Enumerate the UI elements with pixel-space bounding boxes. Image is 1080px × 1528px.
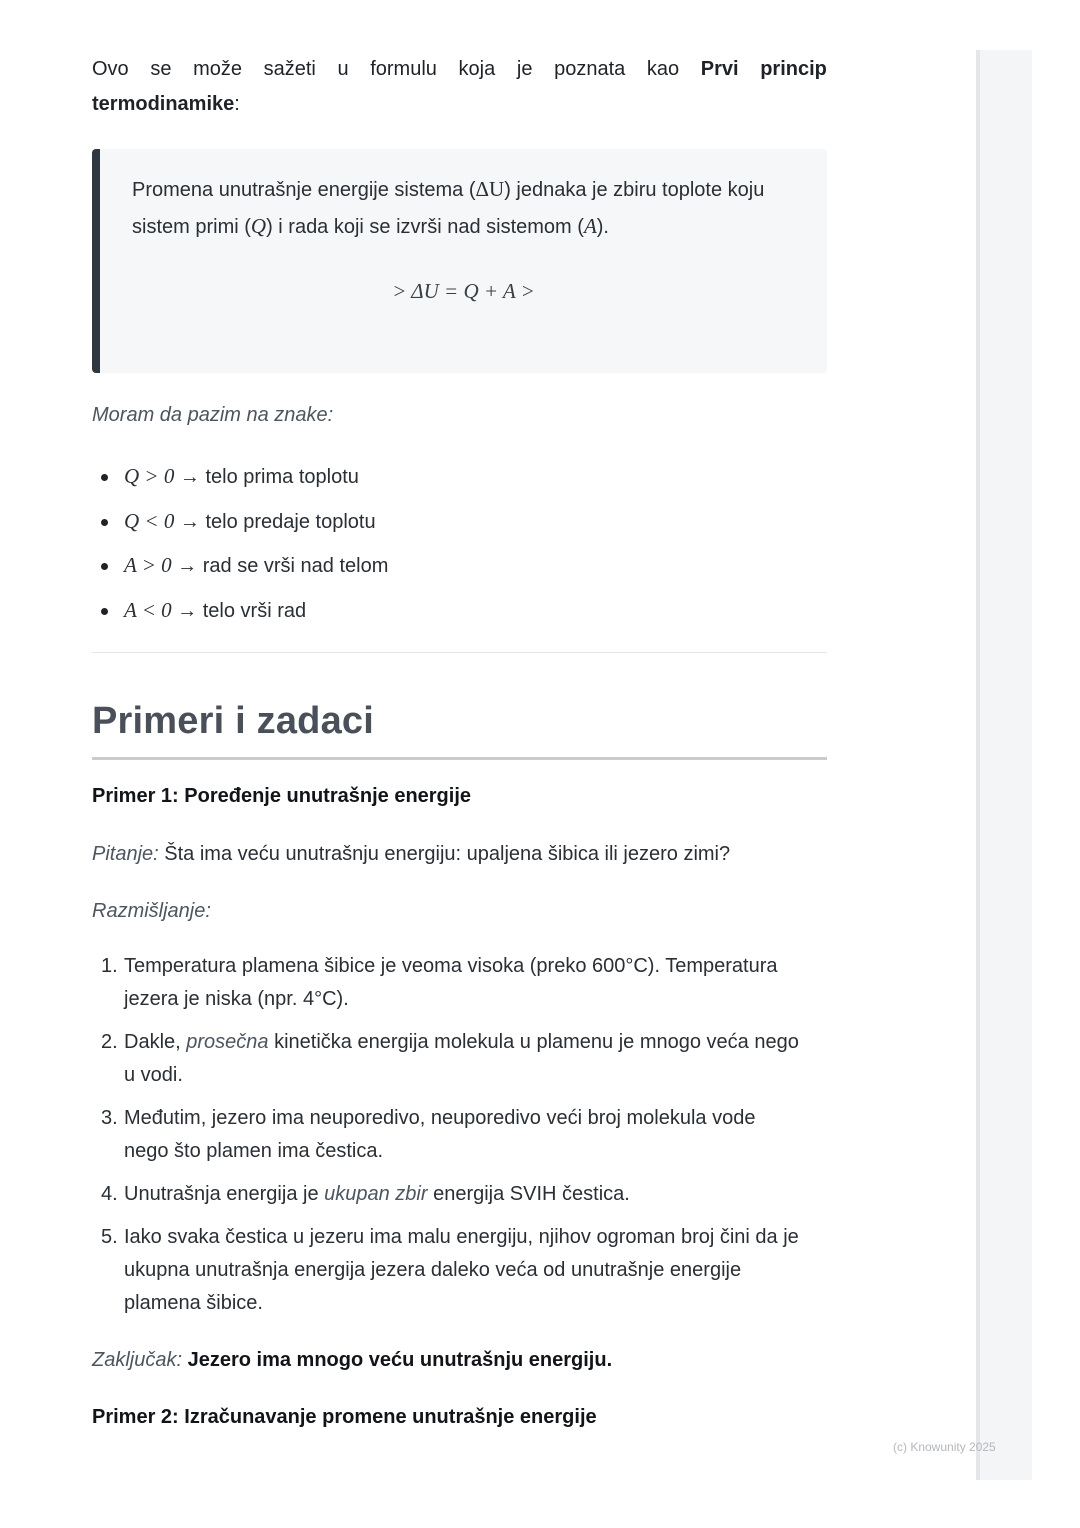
math-a: A — [583, 214, 597, 238]
formula-callout — [92, 149, 827, 373]
conclusion-label: Zaključak: — [92, 1349, 183, 1371]
intro-paragraph — [92, 52, 827, 122]
question-text: Šta ima veću unutrašnju energiju: upaljena šibica ili jezero zimi? — [158, 843, 731, 865]
reasoning-label-text: Razmišljanje: — [92, 900, 211, 922]
page-side-margin — [976, 50, 1032, 1480]
intro-tail: : — [234, 93, 240, 115]
callout-text-part: ) jednaka je zbiru toplote koju — [504, 179, 765, 201]
bullet-dot — [101, 563, 108, 570]
intro-word: Ovo — [92, 58, 129, 80]
intro-word: formulu — [370, 58, 437, 80]
math-delta-u: ΔU — [475, 177, 505, 201]
list-item — [92, 455, 388, 500]
intro-word: koja — [458, 58, 496, 80]
step-text: jezera je niska (npr. 4°C). — [124, 988, 349, 1010]
section-heading: Primeri i zadaci — [92, 700, 375, 742]
intro-word: može — [193, 58, 242, 80]
sign-math: Q < 0 — [124, 508, 175, 533]
step-number: 2. — [101, 1031, 118, 1053]
step-text: Dakle, — [124, 1031, 187, 1053]
list-item — [92, 544, 388, 589]
intro-bold-word: termodinamike — [92, 93, 235, 115]
list-item — [92, 1102, 827, 1168]
example-1-title: Primer 1: Poređenje unutrašnje energije — [92, 785, 472, 807]
section-divider — [92, 652, 827, 653]
step-number: 5. — [101, 1226, 118, 1248]
list-item — [92, 1178, 827, 1211]
step-text: Iako svaka čestica u jezeru ima malu energiju, njihov ogroman broj čini da je — [124, 1226, 799, 1248]
bullet-dot — [101, 519, 108, 526]
sign-text: → telo predaje toplotu — [174, 510, 376, 533]
math-q: Q — [250, 214, 267, 238]
step-text: kinetička energija molekula u plamenu je mnogo veća nego — [268, 1031, 799, 1053]
step-text: Međutim, jezero ima neuporedivo, neuporedivo veći broj molekula vode — [124, 1107, 756, 1129]
signs-list — [92, 455, 388, 633]
step-text: nego što plamen ima čestica. — [124, 1140, 384, 1162]
sign-math: A < 0 — [124, 597, 172, 622]
step-text: u vodi. — [124, 1064, 183, 1086]
list-item — [92, 500, 388, 545]
intro-bold-word: princip — [760, 58, 827, 80]
step-text: plamena šibice. — [124, 1292, 263, 1314]
step-text: Unutrašnja energija je — [124, 1183, 325, 1205]
heading-underline — [92, 757, 827, 760]
step-text: ukupna unutrašnja energija jezera daleko veća od unutrašnje energije — [124, 1259, 742, 1281]
step-number: 3. — [101, 1107, 118, 1129]
reasoning-label — [92, 900, 211, 923]
sign-math: A > 0 — [124, 553, 172, 577]
callout-text-part: ) i rada koji se izvrši nad sistemom ( — [266, 216, 584, 238]
intro-word: je — [516, 58, 533, 80]
intro-line-2 — [92, 87, 827, 122]
step-text: energija SVIH čestica. — [427, 1183, 630, 1205]
step-number: 4. — [101, 1183, 118, 1205]
step-number: 1. — [101, 955, 118, 977]
reasoning-steps — [92, 950, 827, 1330]
callout-text-part: Promena unutrašnje energije sistema ( — [132, 179, 476, 201]
intro-word: u — [337, 58, 349, 80]
intro-line-1 — [92, 52, 827, 87]
bullet-dot — [101, 474, 108, 481]
intro-bold-word: Prvi — [700, 58, 739, 80]
copyright-notice: (c) Knowunity 2025 — [893, 1440, 996, 1454]
example-1-conclusion — [92, 1349, 612, 1372]
callout-text-part: ). — [596, 216, 609, 238]
conclusion-text: Jezero ima mnogo veću unutrašnju energiju. — [187, 1349, 613, 1371]
list-item — [92, 589, 388, 634]
list-item — [92, 950, 827, 1016]
callout-text-part: sistem primi ( — [132, 216, 251, 238]
sign-math: Q > 0 — [124, 464, 175, 488]
sign-text: → rad se vrši nad telom — [171, 555, 389, 577]
step-emphasis: ukupan zbir — [324, 1183, 428, 1205]
intro-word: poznata — [554, 58, 626, 80]
intro-word: se — [150, 58, 172, 80]
document-content — [92, 52, 827, 1428]
question-label: Pitanje: — [92, 843, 159, 865]
step-text: Temperatura plamena šibice je veoma visoka (preko 600°C). Temperatura — [124, 955, 778, 977]
example-2-title: Primer 2: Izračunavanje promene unutrašnje energije — [92, 1406, 597, 1428]
bullet-dot — [101, 608, 108, 615]
example-1-question — [92, 843, 730, 866]
sign-text: → telo vrši rad — [171, 599, 307, 622]
sign-text: → telo prima toplotu — [174, 466, 359, 488]
callout-text — [132, 171, 812, 245]
intro-word: sažeti — [263, 58, 316, 80]
list-item — [92, 1026, 827, 1092]
signs-note: Moram da pazim na znake: — [92, 404, 334, 426]
step-emphasis: prosečna — [186, 1031, 269, 1053]
intro-word: kao — [646, 58, 680, 80]
list-item — [92, 1221, 827, 1320]
first-law-formula: > ΔU = Q + A > — [392, 279, 535, 303]
